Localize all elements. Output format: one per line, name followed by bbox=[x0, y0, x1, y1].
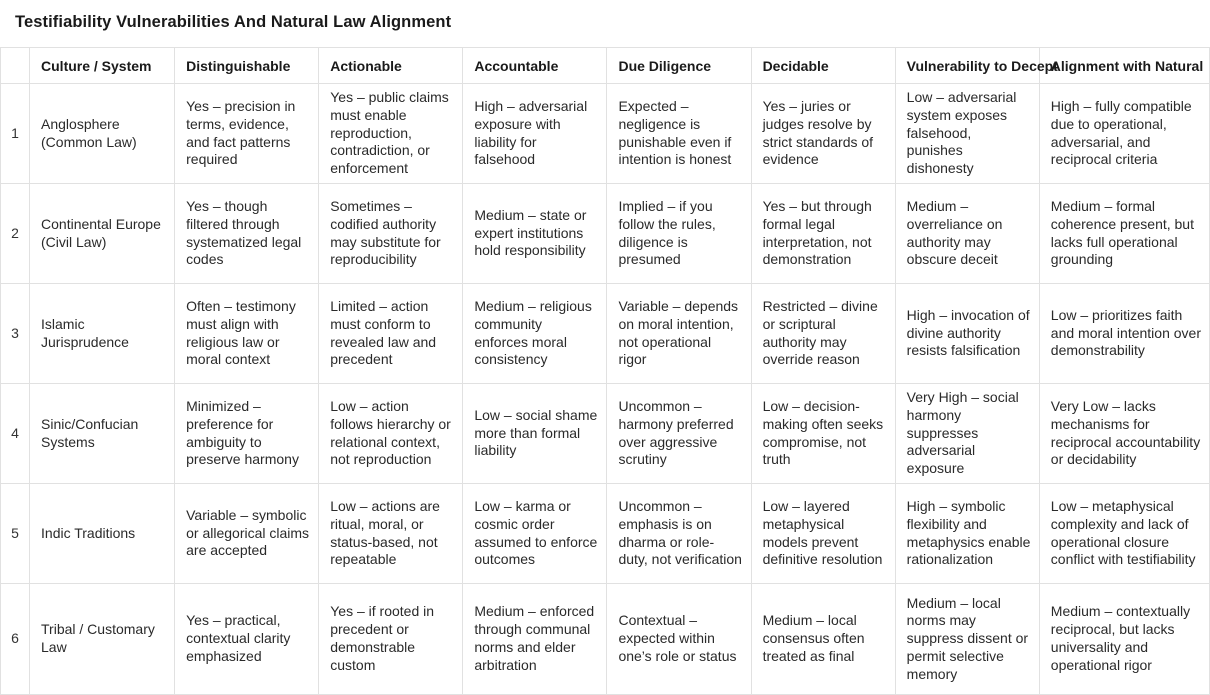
cell-alignment[interactable]: High – fully compatible due to operational, adversarial, and reciprocal criteria bbox=[1039, 84, 1209, 184]
cell-actionable[interactable]: Yes – public claims must enable reproduction, contradiction, or enforcement bbox=[319, 84, 463, 184]
cell-accountable[interactable]: Medium – religious community enforces moral consistency bbox=[463, 284, 607, 384]
header-decidable[interactable]: Decidable bbox=[751, 48, 895, 84]
header-alignment[interactable]: Alignment with Natural bbox=[1039, 48, 1209, 84]
document-title: Testifiability Vulnerabilities And Natural Law Alignment bbox=[15, 13, 452, 31]
row-index[interactable]: 2 bbox=[1, 184, 30, 284]
cell-decidable[interactable]: Yes – but through formal legal interpretation, not demonstration bbox=[751, 184, 895, 284]
table-row bbox=[1, 484, 1210, 584]
cell-decidable[interactable]: Yes – juries or judges resolve by strict standards of evidence bbox=[751, 84, 895, 184]
cell-due-diligence[interactable]: Uncommon – emphasis is on dharma or role-duty, not verification bbox=[607, 484, 751, 584]
comparison-table bbox=[0, 47, 1210, 695]
cell-vulnerability[interactable]: High – invocation of divine authority resists falsification bbox=[895, 284, 1039, 384]
cell-vulnerability[interactable]: Medium – local norms may suppress dissent or permit selective memory bbox=[895, 584, 1039, 695]
cell-actionable[interactable]: Limited – action must conform to revealed law and precedent bbox=[319, 284, 463, 384]
cell-decidable[interactable]: Restricted – divine or scriptural authority may override reason bbox=[751, 284, 895, 384]
header-due-diligence[interactable]: Due Diligence bbox=[607, 48, 751, 84]
cell-accountable[interactable]: Medium – state or expert institutions hold responsibility bbox=[463, 184, 607, 284]
cell-culture[interactable]: Continental Europe (Civil Law) bbox=[30, 184, 175, 284]
cell-distinguishable[interactable]: Yes – practical, contextual clarity emphasized bbox=[175, 584, 319, 695]
cell-alignment[interactable]: Low – prioritizes faith and moral intention over demonstrability bbox=[1039, 284, 1209, 384]
cell-vulnerability[interactable]: Low – adversarial system exposes falsehood, punishes dishonesty bbox=[895, 84, 1039, 184]
cell-due-diligence[interactable]: Variable – depends on moral intention, not operational rigor bbox=[607, 284, 751, 384]
cell-alignment[interactable]: Low – metaphysical complexity and lack of operational closure conflict with testifiability bbox=[1039, 484, 1209, 584]
cell-accountable[interactable]: Low – social shame more than formal liability bbox=[463, 384, 607, 484]
cell-distinguishable[interactable]: Variable – symbolic or allegorical claims are accepted bbox=[175, 484, 319, 584]
row-index[interactable]: 4 bbox=[1, 384, 30, 484]
cell-accountable[interactable]: High – adversarial exposure with liability for falsehood bbox=[463, 84, 607, 184]
cell-actionable[interactable]: Low – action follows hierarchy or relational context, not reproduction bbox=[319, 384, 463, 484]
cell-distinguishable[interactable]: Minimized – preference for ambiguity to preserve harmony bbox=[175, 384, 319, 484]
cell-alignment[interactable]: Medium – formal coherence present, but lacks full operational grounding bbox=[1039, 184, 1209, 284]
row-index[interactable]: 6 bbox=[1, 584, 30, 695]
cell-decidable[interactable]: Low – decision-making often seeks compromise, not truth bbox=[751, 384, 895, 484]
cell-actionable[interactable]: Sometimes – codified authority may substitute for reproducibility bbox=[319, 184, 463, 284]
table-row bbox=[1, 584, 1210, 695]
table-row bbox=[1, 84, 1210, 184]
cell-culture[interactable]: Sinic/Confucian Systems bbox=[30, 384, 175, 484]
header-index[interactable] bbox=[1, 48, 30, 84]
cell-vulnerability[interactable]: Medium – overreliance on authority may obscure deceit bbox=[895, 184, 1039, 284]
table-row bbox=[1, 284, 1210, 384]
cell-vulnerability[interactable]: High – symbolic flexibility and metaphysics enable rationalization bbox=[895, 484, 1039, 584]
cell-due-diligence[interactable]: Contextual – expected within one’s role or status bbox=[607, 584, 751, 695]
header-vulnerability[interactable]: Vulnerability to Decept bbox=[895, 48, 1039, 84]
table-row bbox=[1, 184, 1210, 284]
cell-culture[interactable]: Islamic Jurisprudence bbox=[30, 284, 175, 384]
cell-actionable[interactable]: Low – actions are ritual, moral, or status-based, not repeatable bbox=[319, 484, 463, 584]
header-distinguishable[interactable]: Distinguishable bbox=[175, 48, 319, 84]
header-accountable[interactable]: Accountable bbox=[463, 48, 607, 84]
cell-alignment[interactable]: Medium – contextually reciprocal, but lacks universality and operational rigor bbox=[1039, 584, 1209, 695]
cell-actionable[interactable]: Yes – if rooted in precedent or demonstrable custom bbox=[319, 584, 463, 695]
cell-vulnerability[interactable]: Very High – social harmony suppresses adversarial exposure bbox=[895, 384, 1039, 484]
row-index[interactable]: 1 bbox=[1, 84, 30, 184]
cell-decidable[interactable]: Medium – local consensus often treated as final bbox=[751, 584, 895, 695]
cell-due-diligence[interactable]: Expected – negligence is punishable even if intention is honest bbox=[607, 84, 751, 184]
cell-culture[interactable]: Indic Traditions bbox=[30, 484, 175, 584]
cell-distinguishable[interactable]: Yes – though filtered through systematized legal codes bbox=[175, 184, 319, 284]
cell-culture[interactable]: Tribal / Customary Law bbox=[30, 584, 175, 695]
cell-decidable[interactable]: Low – layered metaphysical models prevent definitive resolution bbox=[751, 484, 895, 584]
cell-alignment[interactable]: Very Low – lacks mechanisms for reciprocal accountability or decidability bbox=[1039, 384, 1209, 484]
cell-due-diligence[interactable]: Uncommon – harmony preferred over aggressive scrutiny bbox=[607, 384, 751, 484]
header-actionable[interactable]: Actionable bbox=[319, 48, 463, 84]
cell-accountable[interactable]: Medium – enforced through communal norms and elder arbitration bbox=[463, 584, 607, 695]
row-index[interactable]: 3 bbox=[1, 284, 30, 384]
cell-distinguishable[interactable]: Yes – precision in terms, evidence, and fact patterns required bbox=[175, 84, 319, 184]
cell-accountable[interactable]: Low – karma or cosmic order assumed to enforce outcomes bbox=[463, 484, 607, 584]
table-row bbox=[1, 384, 1210, 484]
header-culture[interactable]: Culture / System bbox=[30, 48, 175, 84]
cell-culture[interactable]: Anglosphere (Common Law) bbox=[30, 84, 175, 184]
cell-distinguishable[interactable]: Often – testimony must align with religious law or moral context bbox=[175, 284, 319, 384]
cell-due-diligence[interactable]: Implied – if you follow the rules, diligence is presumed bbox=[607, 184, 751, 284]
header-row bbox=[1, 48, 1210, 84]
row-index[interactable]: 5 bbox=[1, 484, 30, 584]
table-container[interactable] bbox=[0, 47, 1204, 684]
